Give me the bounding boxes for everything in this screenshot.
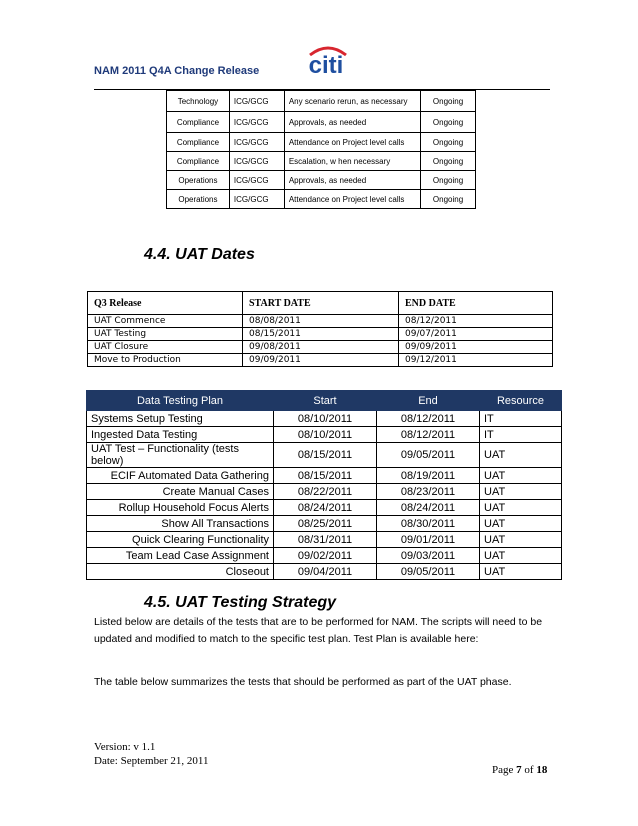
plan-resource: UAT <box>480 443 562 468</box>
plan-end-date: 08/24/2011 <box>377 500 480 516</box>
responsibility-group: ICG/GCG <box>229 171 284 190</box>
plan-end-date: 08/23/2011 <box>377 484 480 500</box>
plan-task-name: Closeout <box>87 564 274 580</box>
plan-row <box>87 411 562 427</box>
data-testing-plan-table <box>86 390 562 580</box>
page-of: of <box>521 764 537 776</box>
plan-row <box>87 548 562 564</box>
uat-dates-cell: UAT Commence <box>88 315 243 328</box>
plan-resource: UAT <box>480 468 562 484</box>
uat-dates-row <box>88 354 553 367</box>
plan-start-date: 08/15/2011 <box>274 443 377 468</box>
responsibility-group: ICG/GCG <box>229 91 284 112</box>
page-current: 7 <box>516 764 522 776</box>
plan-end-date: 09/03/2011 <box>377 548 480 564</box>
responsibility-task: Escalation, w hen necessary <box>284 152 420 171</box>
responsibility-task: Attendance on Project level calls <box>284 190 420 209</box>
responsibility-group: ICG/GCG <box>229 112 284 133</box>
plan-end-date: 09/05/2011 <box>377 443 480 468</box>
plan-header: End <box>377 391 480 411</box>
plan-start-date: 08/10/2011 <box>274 427 377 443</box>
plan-resource: UAT <box>480 564 562 580</box>
page-total: 18 <box>536 764 548 776</box>
responsibility-group: ICG/GCG <box>229 152 284 171</box>
strategy-paragraph: Listed below are details of the tests that are to be performed for NAM. The scripts will need to be updated and modified to match to the specific test plan. Test Plan is available here: <box>94 616 543 645</box>
uat-dates-cell: 09/09/2011 <box>243 354 399 367</box>
uat-dates-header: START DATE <box>243 292 399 315</box>
plan-task-name: Create Manual Cases <box>87 484 274 500</box>
plan-row <box>87 500 562 516</box>
plan-row <box>87 427 562 443</box>
plan-start-date: 08/31/2011 <box>274 532 377 548</box>
responsibility-row <box>167 171 476 190</box>
plan-row <box>87 564 562 580</box>
plan-resource: UAT <box>480 500 562 516</box>
responsibility-status: Ongoing <box>421 171 476 190</box>
plan-task-name: ECIF Automated Data Gathering <box>87 468 274 484</box>
responsibility-role: Operations <box>167 190 230 209</box>
responsibility-role: Operations <box>167 171 230 190</box>
uat-dates-table <box>87 291 553 367</box>
plan-start-date: 08/22/2011 <box>274 484 377 500</box>
plan-start-date: 09/02/2011 <box>274 548 377 564</box>
plan-resource: UAT <box>480 548 562 564</box>
logo-text: citi <box>308 52 344 76</box>
responsibility-role: Compliance <box>167 152 230 171</box>
responsibilities-table <box>166 90 476 209</box>
responsibility-role: Compliance <box>167 112 230 133</box>
plan-resource: UAT <box>480 484 562 500</box>
plan-row <box>87 468 562 484</box>
responsibility-status: Ongoing <box>421 112 476 133</box>
uat-dates-header: END DATE <box>399 292 553 315</box>
plan-row <box>87 484 562 500</box>
uat-dates-row <box>88 315 553 328</box>
plan-end-date: 09/01/2011 <box>377 532 480 548</box>
responsibility-row <box>167 152 476 171</box>
uat-dates-cell: 09/12/2011 <box>399 354 553 367</box>
plan-row <box>87 443 562 468</box>
responsibility-row <box>167 133 476 152</box>
uat-dates-cell: 08/15/2011 <box>243 328 399 341</box>
uat-dates-cell: 09/07/2011 <box>399 328 553 341</box>
uat-dates-cell: Move to Production <box>88 354 243 367</box>
plan-start-date: 08/24/2011 <box>274 500 377 516</box>
responsibility-task: Attendance on Project level calls <box>284 133 420 152</box>
uat-dates-cell: 08/08/2011 <box>243 315 399 328</box>
responsibility-task: Approvals, as needed <box>284 112 420 133</box>
uat-dates-cell: 09/09/2011 <box>399 341 553 354</box>
plan-task-name: Rollup Household Focus Alerts <box>87 500 274 516</box>
uat-dates-cell: 09/08/2011 <box>243 341 399 354</box>
plan-start-date: 08/15/2011 <box>274 468 377 484</box>
plan-resource: IT <box>480 427 562 443</box>
responsibility-status: Ongoing <box>421 152 476 171</box>
responsibility-task: Approvals, as needed <box>284 171 420 190</box>
responsibility-task: Any scenario rerun, as necessary <box>284 91 420 112</box>
plan-start-date: 09/04/2011 <box>274 564 377 580</box>
uat-dates-cell: UAT Testing <box>88 328 243 341</box>
plan-end-date: 08/30/2011 <box>377 516 480 532</box>
footer-date: Date: September 21, 2011 <box>94 755 209 767</box>
responsibility-row <box>167 190 476 209</box>
summary-paragraph: The table below summarizes the tests that should be performed as part of the UAT phase. <box>94 676 512 688</box>
responsibility-role: Technology <box>167 91 230 112</box>
plan-resource: UAT <box>480 532 562 548</box>
responsibility-status: Ongoing <box>421 190 476 209</box>
plan-task-name: Ingested Data Testing <box>87 427 274 443</box>
plan-task-name: Systems Setup Testing <box>87 411 274 427</box>
document-header-title: NAM 2011 Q4A Change Release <box>94 65 260 77</box>
plan-start-date: 08/25/2011 <box>274 516 377 532</box>
section-4-4-title: 4.4. UAT Dates <box>144 246 255 263</box>
plan-end-date: 09/05/2011 <box>377 564 480 580</box>
footer-version: Version: v 1.1 <box>94 741 156 753</box>
section-4-5-title: 4.5. UAT Testing Strategy <box>144 594 337 611</box>
responsibility-row <box>167 112 476 133</box>
responsibility-row <box>167 91 476 112</box>
plan-row <box>87 516 562 532</box>
uat-dates-cell: 08/12/2011 <box>399 315 553 328</box>
plan-header: Resource <box>480 391 562 411</box>
plan-task-name: UAT Test – Functionality (tests below) <box>87 443 274 468</box>
plan-task-name: Quick Clearing Functionality <box>87 532 274 548</box>
responsibility-status: Ongoing <box>421 91 476 112</box>
plan-header: Start <box>274 391 377 411</box>
uat-dates-row <box>88 341 553 354</box>
plan-resource: IT <box>480 411 562 427</box>
plan-header: Data Testing Plan <box>87 391 274 411</box>
responsibility-status: Ongoing <box>421 133 476 152</box>
page-number <box>492 764 547 776</box>
citi-logo <box>296 40 356 76</box>
plan-resource: UAT <box>480 516 562 532</box>
uat-dates-header: Q3 Release <box>88 292 243 315</box>
plan-row <box>87 532 562 548</box>
uat-dates-header-row <box>88 292 553 315</box>
plan-end-date: 08/12/2011 <box>377 427 480 443</box>
plan-header-row <box>87 391 562 411</box>
plan-end-date: 08/12/2011 <box>377 411 480 427</box>
uat-dates-cell: UAT Closure <box>88 341 243 354</box>
responsibility-role: Compliance <box>167 133 230 152</box>
responsibility-group: ICG/GCG <box>229 190 284 209</box>
responsibility-group: ICG/GCG <box>229 133 284 152</box>
plan-task-name: Team Lead Case Assignment <box>87 548 274 564</box>
plan-end-date: 08/19/2011 <box>377 468 480 484</box>
uat-dates-row <box>88 328 553 341</box>
page-prefix: Page <box>492 764 517 776</box>
plan-task-name: Show All Transactions <box>87 516 274 532</box>
plan-start-date: 08/10/2011 <box>274 411 377 427</box>
